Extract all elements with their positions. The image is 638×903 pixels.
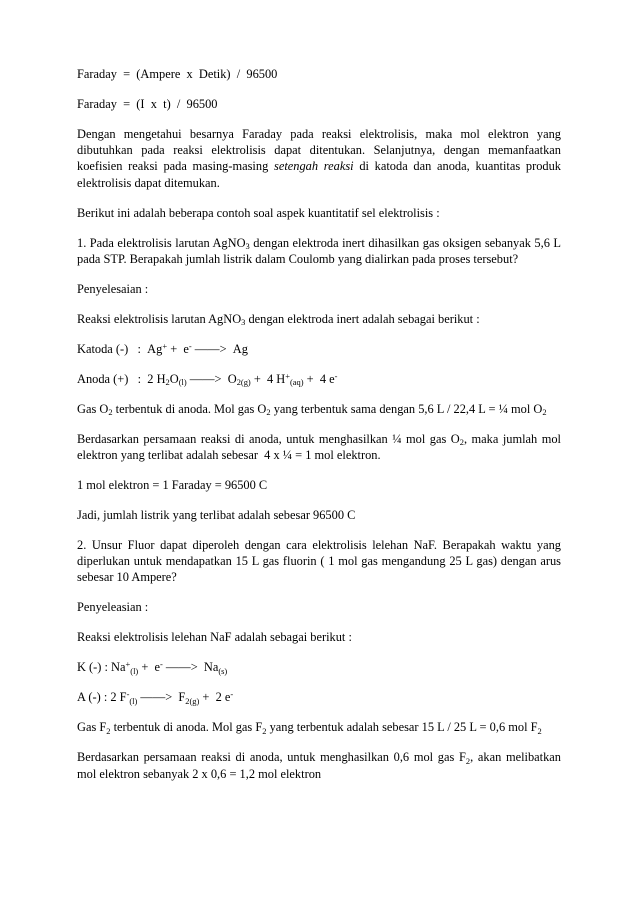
paragraph-faraday-equivalence: 1 mol elektron = 1 Faraday = 96500 C [77, 478, 268, 493]
paragraph-answer-1: Jadi, jumlah listrik yang terlibat adalah sebesar 96500 C [77, 508, 356, 523]
paragraph-electron-mol-2: Berdasarkan persamaan reaksi di anoda, untuk menghasilkan 0,6 mol gas $F_2$, akan melibatkan mol elektron sebanyak 2 x 0,6 = 1,2 mol elektron [77, 750, 562, 781]
paragraph-reaction-intro-1: Reaksi elektrolisis larutan AgNO$_3$ dengan elektroda inert adalah sebagai berikut : [77, 311, 480, 328]
paragraph-solution-label-2: Penyeleasian : [77, 600, 149, 615]
paragraph-fluorine-mol: Gas $F_2$ terbentuk di anoda. Mol gas $F_2$ yang terbentuk adalah sebesar 15 L / 25 L = 0,6 mol $F_2$ [77, 720, 542, 736]
paragraph-intro: Dengan mengetahui besarnya Faraday pada reaksi elektrolisis, maka mol elektron yang dibutuhkan pada reaksi elektrolisis dapat ditentukan. Selanjutnya, dengan memanfaatkan koefisien reaksi pada masing-masing setengah reaksi di katoda dan anoda, kuantitas produk elektrolisis dapat ditemukan. [77, 127, 561, 190]
paragraph-anode-reaction: Anoda (+) : 2 $H_2O_{(l)}$ ——> $O_{2(g)} + 4$ $H^+_{(aq)} + 4$ e- [77, 370, 338, 388]
paragraph-a-reaction: A (-) : 2 $F^-_{(l)}$ ——> $F_{2(g)} + 2$ e- [77, 689, 234, 706]
paragraph-electron-mol-1: Berdasarkan persamaan reaksi di anoda, untuk menghasilkan ¼ mol gas $O_2$, maka jumlah mol elektron yang terlibat adalah sebesar 4 x ¼ = 1 mol elektron. [77, 431, 562, 463]
paragraph-formula-2: Faraday = (I x t) / 96500 [77, 97, 218, 111]
paragraph-question-1: 1. Pada elektrolisis larutan AgNO$_3$ dengan elektroda inert dihasilkan gas oksigen sebanyak 5,6 L pada STP. Berapakah jumlah listrik dalam Coulomb yang dialirkan pada proses tersebut? [77, 235, 561, 266]
paragraph-reaction-intro-2: Reaksi elektrolisis lelehan NaF adalah sebagai berikut : [77, 630, 352, 645]
paragraph-formula-1: Faraday = (Ampere x Detik) / 96500 [77, 67, 278, 81]
paragraph-oxygen-mol: Gas $O_2$ terbentuk di anoda. Mol gas $O_2$ yang terbentuk sama dengan 5,6 L / 22,4 L = ¼ mol $O_2$ [77, 401, 547, 418]
paragraph-solution-label-1: Penyelesaian : [77, 281, 149, 296]
paragraph-question-2: 2. Unsur Fluor dapat diperoleh dengan cara elektrolisis lelehan NaF. Berapakah waktu yang diperlukan untuk mendapatkan 15 L gas fluorin ( 1 mol gas mengandung 25 L gas) dengan arus sebesar 10 Ampere? [77, 538, 561, 585]
document-page [77, 66, 561, 796]
paragraph-k-reaction: K (-) : $Na^+_{(l)} + e^-$ ——> $Na_{(s)}$ [77, 659, 228, 676]
paragraph-examples-heading: Berikut ini adalah beberapa contoh soal aspek kuantitatif sel elektrolisis : [77, 205, 440, 220]
paragraph-cathode-reaction: Katoda (-) : Ag+ + e- ——> Ag [77, 340, 248, 356]
